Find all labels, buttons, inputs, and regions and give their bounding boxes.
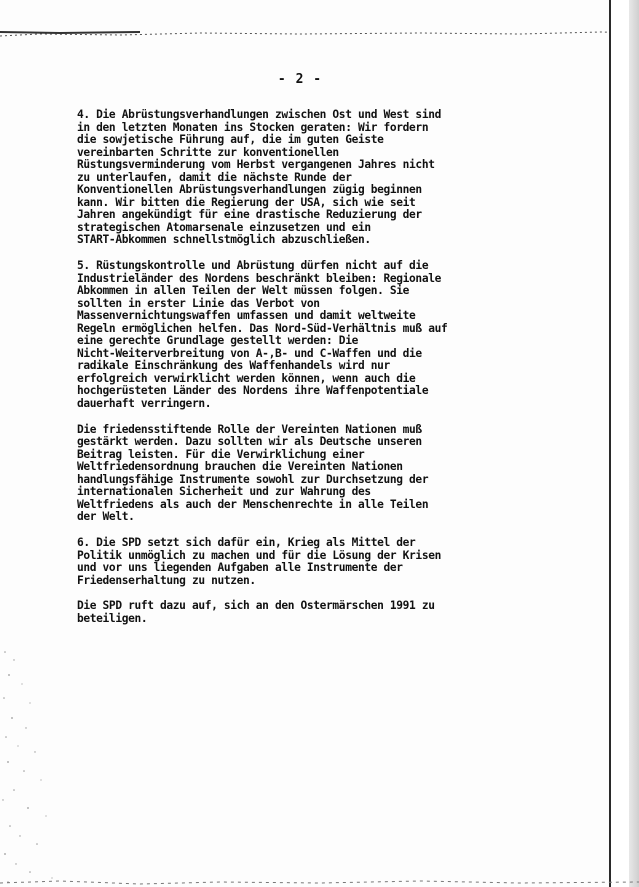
- text-line: Konventionellen Abrüstungsverhandlungen zügig beginnen: [77, 183, 422, 197]
- text-line: vereinbarten Schritte zur konventionellen: [77, 145, 339, 159]
- text-line: erfolgreich verwirklicht werden können, wenn auch die: [77, 371, 416, 385]
- text-line: 5. Rüstungskontrolle und Abrüstung dürfen nicht auf die: [77, 259, 429, 273]
- text-line: internationalen Sicherheit und zur Wahrung des: [77, 485, 371, 499]
- text-line: Massenvernichtungswaffen umfassen und damit weltweite: [77, 309, 416, 323]
- text-line: Industrieländer des Nordens beschränkt bleiben: Regionale: [77, 271, 441, 285]
- text-line: hochgerüsteten Länder des Nordens ihre Waffenpotentiale: [77, 384, 429, 398]
- text-line: START-Abkommen schnellstmöglich abzuschließen.: [77, 233, 371, 247]
- text-line: Rüstungsverminderung vom Herbst vergangenen Jahres nicht: [77, 158, 435, 172]
- text-line: zu unterlaufen, damit die nächste Runde der: [77, 170, 352, 184]
- text-line: radikale Einschränkung des Waffenhandels wird nur: [77, 359, 390, 373]
- text-line: dauerhaft verringern.: [77, 397, 212, 411]
- text-line: Nicht-Weiterverbreitung von A-,B- und C-Waffen und die: [77, 346, 422, 360]
- text-line: der Welt.: [77, 510, 135, 524]
- scan-edge-top: [0, 30, 639, 40]
- text-line: beteiligen.: [77, 611, 148, 625]
- text-line: Die friedensstiftende Rolle der Vereinten Nationen muß: [77, 422, 422, 436]
- text-line: sollten in erster Linie das Verbot von: [77, 296, 320, 310]
- text-line: die sowjetische Führung auf, die im guten Geiste: [77, 133, 384, 147]
- text-line: Politik unmöglich zu machen und für die Lösung der Krisen: [77, 548, 441, 562]
- text-line: strategischen Atomarsenale einzusetzen und ein: [77, 220, 371, 234]
- text-line: Die SPD ruft dazu auf, sich an den Ostermärschen 1991 zu: [77, 599, 435, 613]
- paragraph-5-arms-control: [77, 260, 517, 411]
- document-body: [77, 109, 517, 638]
- text-line: Abkommen in allen Teilen der Welt müssen folgen. Sie: [77, 284, 410, 298]
- text-line: Weltfriedens als auch der Menschenrechte in alle Teilen: [77, 497, 429, 511]
- scan-noise-left: [0, 640, 80, 887]
- scan-edge-bottom: [0, 875, 639, 887]
- text-line: Jahren angekündigt für eine drastische Reduzierung der: [77, 208, 422, 222]
- text-line: 6. Die SPD setzt sich dafür ein, Krieg als Mittel der: [77, 535, 416, 549]
- text-line: Weltfriedensordnung brauchen die Vereinten Nationen: [77, 460, 403, 474]
- text-line: Regeln ermöglichen helfen. Das Nord-Süd-Verhältnis muß auf: [77, 321, 448, 335]
- text-line: Friedenserhaltung zu nutzen.: [77, 573, 256, 587]
- text-line: und vor uns liegenden Aufgaben alle Instrumente der: [77, 561, 403, 575]
- text-line: kann. Wir bitten die Regierung der USA, sich wie seit: [77, 195, 416, 209]
- paragraph-6-spd-war: [77, 537, 517, 587]
- text-line: in den letzten Monaten ins Stocken geraten: Wir fordern: [77, 120, 429, 134]
- page-number: - 2 -: [277, 72, 323, 87]
- text-line: gestärkt werden. Dazu sollten wir als Deutsche unseren: [77, 435, 422, 449]
- text-line: 4. Die Abrüstungsverhandlungen zwischen Ost und West sind: [77, 108, 441, 121]
- paragraph-4-disarmament-east-west: [77, 109, 517, 247]
- text-line: Beitrag leisten. Für die Verwirklichung einer: [77, 447, 365, 461]
- paragraph-united-nations: [77, 424, 517, 524]
- text-line: handlungsfähige Instrumente sowohl zur Durchsetzung der: [77, 472, 429, 486]
- text-line: eine gerechte Grundlage gestellt werden: Die: [77, 334, 358, 348]
- paragraph-easter-marches: [77, 600, 517, 625]
- scan-edge-shadow: [629, 0, 639, 887]
